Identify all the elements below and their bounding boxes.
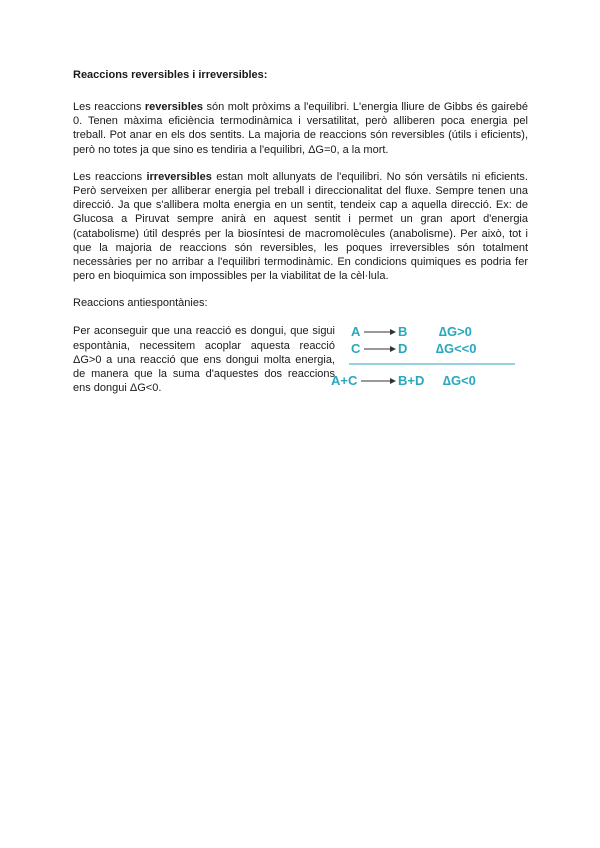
- antispontaneous-subheading: Reaccions antiespontànies:: [73, 297, 208, 310]
- section-heading: Reaccions reversibles i irreversibles:: [73, 69, 268, 81]
- sum-product: B+D: [398, 373, 425, 389]
- reversible-prefix: Les reaccions: [73, 101, 145, 113]
- reaction2-reactant: C: [351, 341, 361, 357]
- coupling-paragraph: Per aconseguir que una reacció es dongui, que sigui espontània, necessitem acoplar aquesta reacció ΔG>0 a una reacció que ens dongui molta energia, de manera que la suma d'aquestes dos reaccions ens dongui ΔG<0.: [73, 325, 335, 395]
- irreversible-keyword: irreversibles: [146, 170, 212, 183]
- reaction1-dg: ∆G>0: [439, 324, 472, 340]
- reversible-paragraph: [73, 100, 528, 157]
- coupling-section: [73, 324, 528, 404]
- reaction1-reactant: A: [351, 324, 361, 340]
- reversible-keyword: reversibles: [144, 101, 203, 113]
- reversible-text: són molt pròxims a l'equilibri. L'energia lliure de Gibbs és gairebé 0. Tenen màxima eficiència termodinàmica i versatilitat, però alliberen poca energia pel treball. Pot anar en els dos sentits. La majoria de reaccions són reversibles (útils i eficients), però no totes ja que sino es tendiria a l'equilibri, ΔG=0, a la mort.: [73, 101, 528, 156]
- irreversible-text: estan molt allunyats de l'equilibri. No són versàtils ni eficients. Però serveixen per alliberar energia pel treball i direccionalitat del fluxe. Sempre tenen una direcció. Ja que s'allibera molta energia en un sentit, tendeix cap a aquella direcció. Ex: de Glucosa a Piruvat sempre anirà en aquest sentit i permet un gran aport d'energia (catabolisme) útil després per la biosíntesi de macromolècules (anabolisme). Per això, tot i que la majoria de reaccions són reversibles, les poques irreversibles són totalment necessàries per no arribar a l'equilibri termodinàmic. En condicions quimiques es podria fer pero en bioquimica son impossibles per la viabilitat de la cèl·lula.: [73, 170, 528, 283]
- sum-dg: ∆G<0: [443, 373, 476, 389]
- reaction2-dg: ∆G<<0: [436, 341, 477, 357]
- reaction-coupling-diagram: [331, 322, 517, 394]
- irreversible-prefix: Les reaccions: [73, 170, 147, 183]
- sum-reactant: A+C: [331, 373, 358, 389]
- reaction-diagram-svg: [331, 322, 517, 394]
- reaction1-product: B: [398, 324, 408, 340]
- document-page: [73, 68, 528, 404]
- reaction2-product: D: [398, 341, 408, 357]
- irreversible-paragraph: [73, 170, 528, 284]
